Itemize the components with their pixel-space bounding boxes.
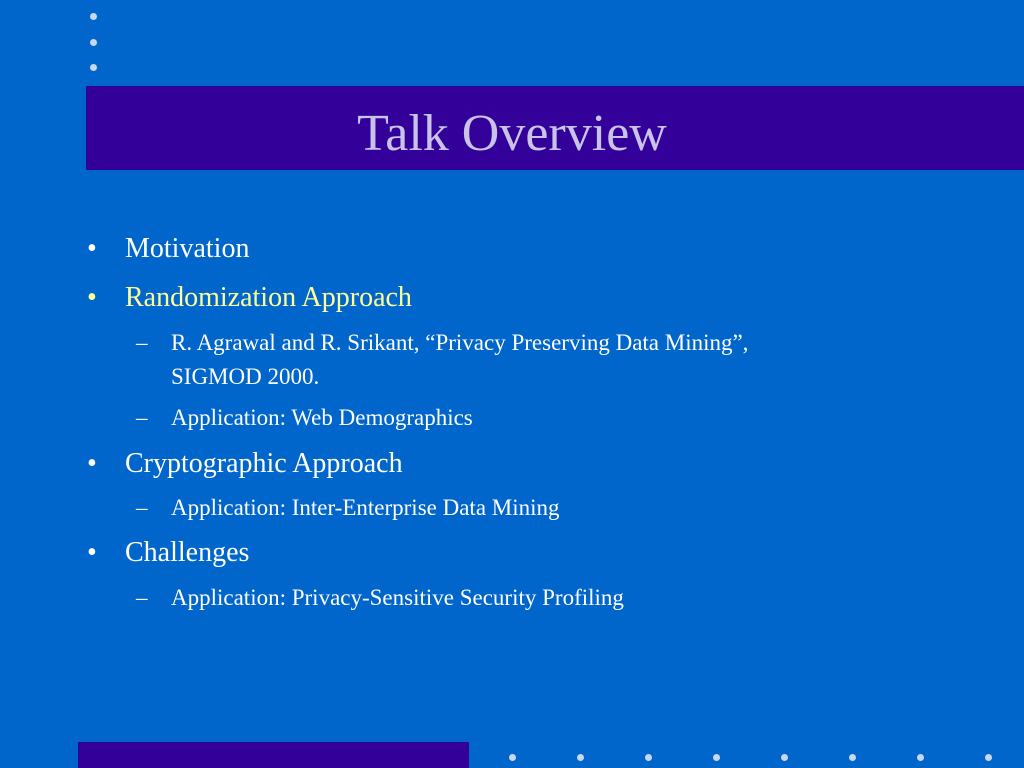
bullet-marker: • xyxy=(87,448,97,479)
decorative-dot xyxy=(713,754,720,761)
decorative-dot xyxy=(985,754,992,761)
subitem-text: Application: Inter-Enterprise Data Mining xyxy=(171,495,560,520)
subitem-text: Application: Web Demographics xyxy=(171,405,473,430)
bottom-bar xyxy=(78,742,469,768)
subitem-text-line1: R. Agrawal and R. Srikant, “Privacy Preserving Data Mining”, xyxy=(171,330,749,355)
dash-marker: – xyxy=(136,405,148,430)
subitem-citation-continued xyxy=(171,360,319,394)
decorative-dot xyxy=(781,754,788,761)
subitem-text: Application: Privacy-Sensitive Security Profiling xyxy=(171,585,624,610)
subitem-web-demographics xyxy=(136,401,473,435)
bullet-text: Challenges xyxy=(125,537,250,568)
dash-marker: – xyxy=(136,330,148,355)
subitem-text-line2: SIGMOD 2000. xyxy=(171,364,320,389)
decorative-dot xyxy=(917,754,924,761)
decorative-dot xyxy=(577,754,584,761)
bullet-item-challenges xyxy=(87,537,250,569)
dash-marker: – xyxy=(136,495,148,520)
bullet-item-motivation xyxy=(87,233,250,265)
bullet-text: Cryptographic Approach xyxy=(125,448,403,479)
bullet-marker: • xyxy=(87,233,97,264)
slide-title: Talk Overview xyxy=(357,105,667,162)
subitem-citation xyxy=(136,326,749,360)
decorative-dot xyxy=(849,754,856,761)
subitem-security-profiling xyxy=(136,581,624,615)
bullet-item-randomization xyxy=(87,282,412,314)
subitem-inter-enterprise xyxy=(136,491,560,525)
decorative-dot xyxy=(509,754,516,761)
bullet-text: Randomization Approach xyxy=(125,282,412,313)
bullet-marker: • xyxy=(87,282,97,313)
decorative-dot xyxy=(645,754,652,761)
bullet-item-cryptographic xyxy=(87,448,403,480)
bullet-text: Motivation xyxy=(125,233,250,264)
dash-marker: – xyxy=(136,585,148,610)
bullet-marker: • xyxy=(87,537,97,568)
